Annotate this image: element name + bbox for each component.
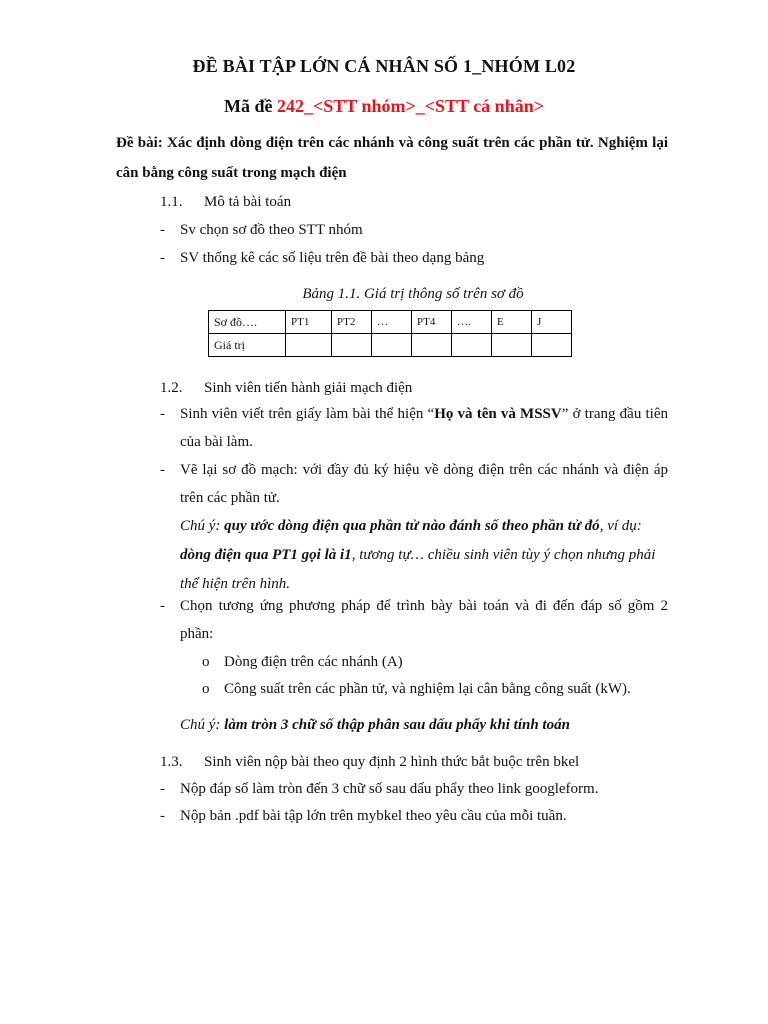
table-cell [492, 334, 532, 357]
bold-text: làm tròn 3 chữ số thập phân sau dấu phẩy khi tính toán [224, 717, 570, 733]
bold-text: quy ước dòng điện qua phần tử nào đánh số theo phần tử đó [224, 518, 600, 534]
dash-bullet: - [160, 250, 165, 266]
section-1-1-heading [160, 194, 291, 211]
list-item-text: Sv chọn sơ đồ theo STT nhóm [180, 222, 363, 238]
sub-list-item [202, 681, 631, 698]
dash-bullet: - [160, 781, 165, 797]
text-span: , tương tự… chiều sinh viên tùy ý chọn nhưng phải thể hiện trên hình. [180, 547, 656, 592]
sub-list-item [202, 654, 403, 671]
list-item-text: SV thống kê các số liệu trên đề bài theo dạng bảng [180, 250, 485, 266]
table-cell [452, 334, 492, 357]
section-title: Sinh viên tiến hành giải mạch điện [204, 380, 413, 396]
table-cell: … [372, 311, 412, 334]
table-cell: Sơ đồ…. [209, 311, 286, 334]
table-cell [532, 334, 572, 357]
sub-list-item-text: Công suất trên các phần tử, và nghiệm lại cân bằng công suất (kW). [224, 681, 631, 697]
list-item-text: Nộp bản .pdf bài tập lớn trên mybkel theo yêu cầu của mỗi tuần. [180, 808, 567, 824]
document-title: ĐỀ BÀI TẬP LỚN CÁ NHÂN SỐ 1_NHÓM L02 [192, 56, 576, 76]
table-row [209, 334, 572, 357]
table-cell: E [492, 311, 532, 334]
task-statement [116, 128, 668, 188]
text-span: ” ở trang đầu tiên của bài làm. [180, 406, 668, 450]
table-cell [332, 334, 372, 357]
dash-bullet: - [160, 808, 165, 824]
parameter-table [208, 310, 572, 357]
task-text: : Xác định dòng điện trên các nhánh và công suất trên các phần tử. Nghiệm lại cân bằng công suất trong mạch điện [116, 135, 669, 181]
circle-bullet: o [202, 681, 210, 697]
list-item-text: Vẽ lại sơ đồ mạch: với đầy đủ ký hiệu về dòng điện trên các nhánh và điện áp trên các phần tử. [180, 462, 668, 506]
dash-bullet: - [160, 222, 165, 238]
list-item-text: Chọn tương ứng phương pháp để trình bày bài toán và đi đến đáp số gồm 2 phần: [180, 598, 668, 642]
note-rounding [180, 711, 668, 740]
sub-list-item-text: Dòng điện trên các nhánh (A) [224, 654, 403, 670]
task-label: Đề bài [116, 135, 158, 151]
note-label: Chú ý: [180, 518, 225, 534]
table-cell: Giá trị [209, 334, 286, 357]
exam-code-value: 242_<STT nhóm>_<STT cá nhân> [277, 96, 544, 116]
table-cell [286, 334, 332, 357]
table-cell [372, 334, 412, 357]
section-1-2-heading [160, 380, 412, 397]
list-item-text: Nộp đáp số làm tròn đến 3 chữ số sau dấu phẩy theo link googleform. [180, 781, 599, 797]
table-row [209, 311, 572, 334]
bold-text: Họ và tên và MSSV [434, 406, 562, 422]
list-item-text [180, 400, 668, 456]
bold-text: dòng điện qua PT1 gọi là i1 [180, 547, 352, 563]
circle-bullet: o [202, 654, 210, 670]
exam-code-prefix: Mã đề [224, 96, 278, 116]
section-number: 1.1. [160, 194, 183, 210]
exam-code [0, 96, 768, 117]
section-number: 1.3. [160, 754, 183, 770]
dash-bullet: - [160, 462, 165, 478]
section-1-3-heading [160, 754, 579, 771]
table-cell: PT1 [286, 311, 332, 334]
table-cell: …. [452, 311, 492, 334]
table-cell [412, 334, 452, 357]
table-cell: PT2 [332, 311, 372, 334]
table-cell: PT4 [412, 311, 452, 334]
note-current-convention [180, 512, 668, 599]
section-title: Sinh viên nộp bài theo quy định 2 hình thức bắt buộc trên bkel [204, 754, 580, 770]
table-cell: J [532, 311, 572, 334]
section-title: Mô tả bài toán [204, 194, 292, 210]
section-number: 1.2. [160, 380, 183, 396]
note-label: Chú ý: [180, 717, 225, 733]
text-span: Sinh viên viết trên giấy làm bài thể hiện “ [180, 406, 435, 422]
dash-bullet: - [160, 406, 165, 422]
table-caption: Bảng 1.1. Giá trị thông số trên sơ đồ [302, 286, 524, 302]
text-span: , ví dụ: [599, 518, 642, 534]
dash-bullet: - [160, 598, 165, 614]
